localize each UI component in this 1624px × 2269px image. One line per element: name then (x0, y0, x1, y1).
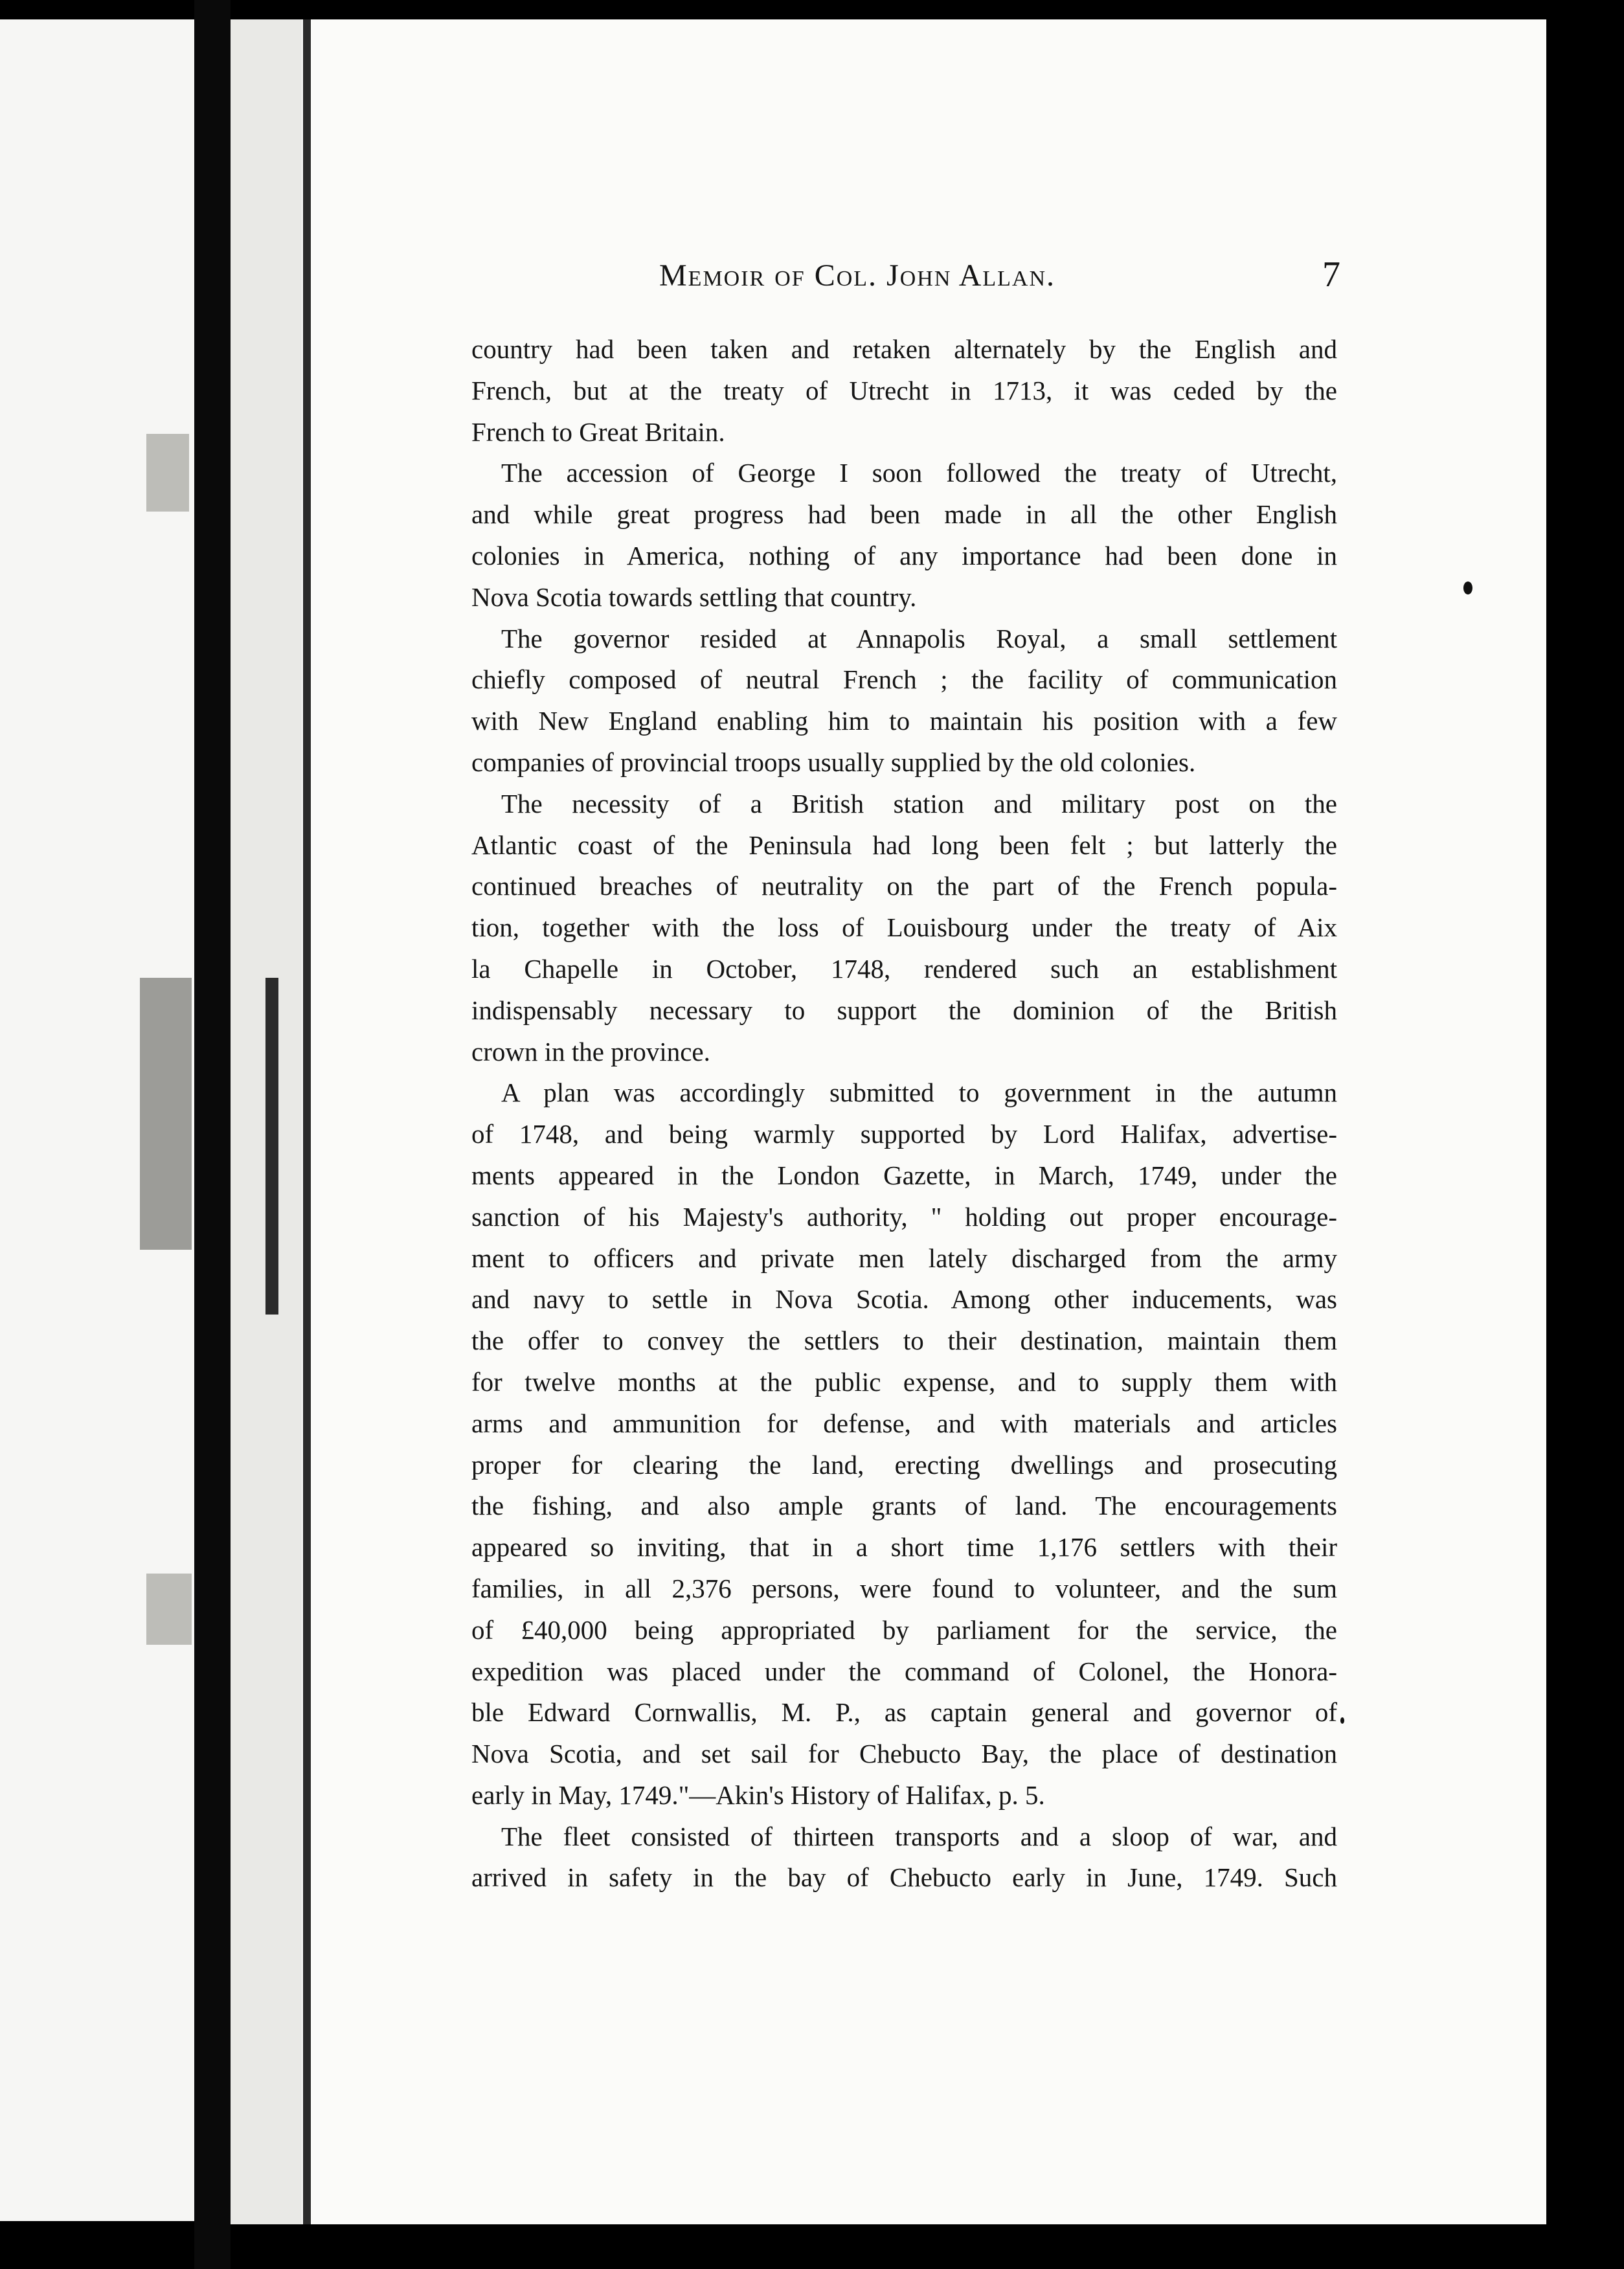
text-line: companies of provincial troops usually supplied by the old colonies. (471, 747, 1196, 777)
text-line: continued breaches of neutrality on the part of the French popula- (471, 871, 1337, 901)
text-line: of £40,000 being appropriated by parliament for the service, the (471, 1614, 1337, 1645)
text-line: Nova Scotia towards settling that country. (471, 581, 917, 612)
text-line: and while great progress had been made in all the other English (471, 499, 1337, 530)
text-line: The accession of George I soon followed the treaty of Utrecht, (501, 458, 1337, 488)
text-line: the offer to convey the settlers to their destination, maintain them (471, 1326, 1337, 1356)
text-line: country had been taken and retaken alternately by the English and (471, 334, 1337, 364)
text-line: ments appeared in the London Gazette, in March, 1749, under the (471, 1160, 1337, 1190)
text-line: chiefly composed of neutral French ; the facility of communication (471, 664, 1337, 695)
binding-tear-mark (146, 1574, 192, 1645)
text-line: colonies in America, nothing of any importance had been done in (471, 540, 1337, 570)
running-head: Memoir of Col. John Allan. (659, 258, 1056, 293)
text-line: The governor resided at Annapolis Royal, a small settlement (501, 623, 1337, 653)
text-line: appeared so inviting, that in a short time 1,176 settlers with their (471, 1532, 1337, 1563)
text-line: early in May, 1749."—Akin's History of Halifax, p. 5. (471, 1779, 1045, 1810)
text-line: French to Great Britain. (471, 416, 725, 447)
text-line: arms and ammunition for defense, and with materials and articles (471, 1408, 1337, 1438)
text-line: ment to officers and private men lately discharged from the army (471, 1243, 1337, 1273)
scan-speck (1463, 581, 1472, 594)
text-line: The fleet consisted of thirteen transports and a sloop of war, and (501, 1821, 1337, 1851)
text-line: the fishing, and also ample grants of land. The encouragements (471, 1491, 1337, 1521)
text-line: proper for clearing the land, erecting dwellings and prosecuting (471, 1449, 1337, 1480)
binding-tear-mark (140, 978, 192, 1250)
scan-speck (1340, 1717, 1344, 1724)
text-line: expedition was placed under the command of Colonel, the Honora- (471, 1656, 1337, 1686)
binding-edge (303, 19, 311, 2224)
binding-tear-mark (265, 978, 278, 1315)
text-line: ble Edward Cornwallis, M. P., as captain general and governor of (471, 1697, 1337, 1728)
text-line: with New England enabling him to maintain his position with a few (471, 706, 1337, 736)
text-line: crown in the province. (471, 1036, 710, 1067)
text-line: for twelve months at the public expense, and to supply them with (471, 1366, 1337, 1397)
text-line: Atlantic coast of the Peninsula had long been felt ; but latterly the (471, 830, 1337, 860)
text-line: families, in all 2,376 persons, were found to volunteer, and the sum (471, 1573, 1337, 1603)
book-gutter (194, 0, 231, 2269)
body-text (471, 329, 1337, 1899)
text-line: The necessity of a British station and military post on the (501, 788, 1337, 818)
text-line: la Chapelle in October, 1748, rendered such an establishment (471, 953, 1337, 984)
text-line: and navy to settle in Nova Scotia. Among other inducements, was (471, 1284, 1337, 1315)
page-number: 7 (1322, 254, 1340, 295)
text-line: sanction of his Majesty's authority, " holding out proper encourage- (471, 1201, 1337, 1232)
text-line: Nova Scotia, and set sail for Chebucto Bay, the place of destination (471, 1739, 1337, 1769)
binding-tear-mark (146, 434, 189, 512)
text-line: tion, together with the loss of Louisbourg under the treaty of Aix (471, 912, 1337, 943)
text-line: indispensably necessary to support the dominion of the British (471, 995, 1337, 1025)
text-line: arrived in safety in the bay of Chebucto early in June, 1749. Such (471, 1862, 1337, 1893)
text-line: French, but at the treaty of Utrecht in 1713, it was ceded by the (471, 375, 1337, 405)
text-line: of 1748, and being warmly supported by Lord Halifax, advertise- (471, 1119, 1337, 1149)
text-line: A plan was accordingly submitted to government in the autumn (501, 1078, 1337, 1108)
